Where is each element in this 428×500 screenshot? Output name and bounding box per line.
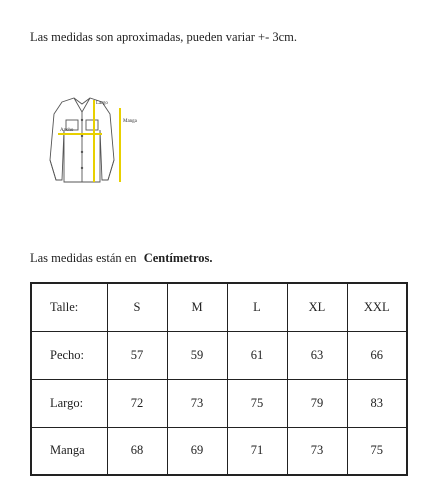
table-row — [31, 379, 407, 427]
size-header: S — [107, 283, 167, 331]
table-cell: 61 — [227, 331, 287, 379]
table-row — [31, 331, 407, 379]
row-label: Manga — [31, 427, 107, 475]
header-label: Talle: — [31, 283, 107, 331]
unit-name: Centímetros. — [143, 251, 213, 265]
size-header: XXL — [347, 283, 407, 331]
size-header: XL — [287, 283, 347, 331]
size-header: L — [227, 283, 287, 331]
table-cell: 63 — [287, 331, 347, 379]
table-cell: 68 — [107, 427, 167, 475]
jacket-outline — [50, 98, 114, 182]
table-cell: 83 — [347, 379, 407, 427]
table-cell: 72 — [107, 379, 167, 427]
measurement-note: Las medidas son aproximadas, pueden variar +- 3cm. — [30, 30, 298, 44]
table-cell: 71 — [227, 427, 287, 475]
table-cell: 73 — [287, 427, 347, 475]
table-row — [31, 427, 407, 475]
table-cell: 73 — [167, 379, 227, 427]
size-header: M — [167, 283, 227, 331]
table-cell: 57 — [107, 331, 167, 379]
table-cell: 66 — [347, 331, 407, 379]
jacket-diagram — [36, 90, 146, 190]
jacket-illustration — [36, 90, 146, 190]
table-cell: 59 — [167, 331, 227, 379]
table-cell: 69 — [167, 427, 227, 475]
size-table — [30, 282, 408, 476]
table-cell: 75 — [347, 427, 407, 475]
table-cell: 75 — [227, 379, 287, 427]
ancho-label: Ancho — [60, 128, 74, 133]
table-cell: 79 — [287, 379, 347, 427]
unit-line — [30, 251, 213, 266]
largo-label: Largo — [96, 101, 108, 106]
row-label: Pecho: — [31, 331, 107, 379]
row-label: Largo: — [31, 379, 107, 427]
table-header-row — [31, 283, 407, 331]
manga-label: Manga — [123, 119, 137, 124]
unit-prefix: Las medidas están en — [30, 251, 137, 265]
